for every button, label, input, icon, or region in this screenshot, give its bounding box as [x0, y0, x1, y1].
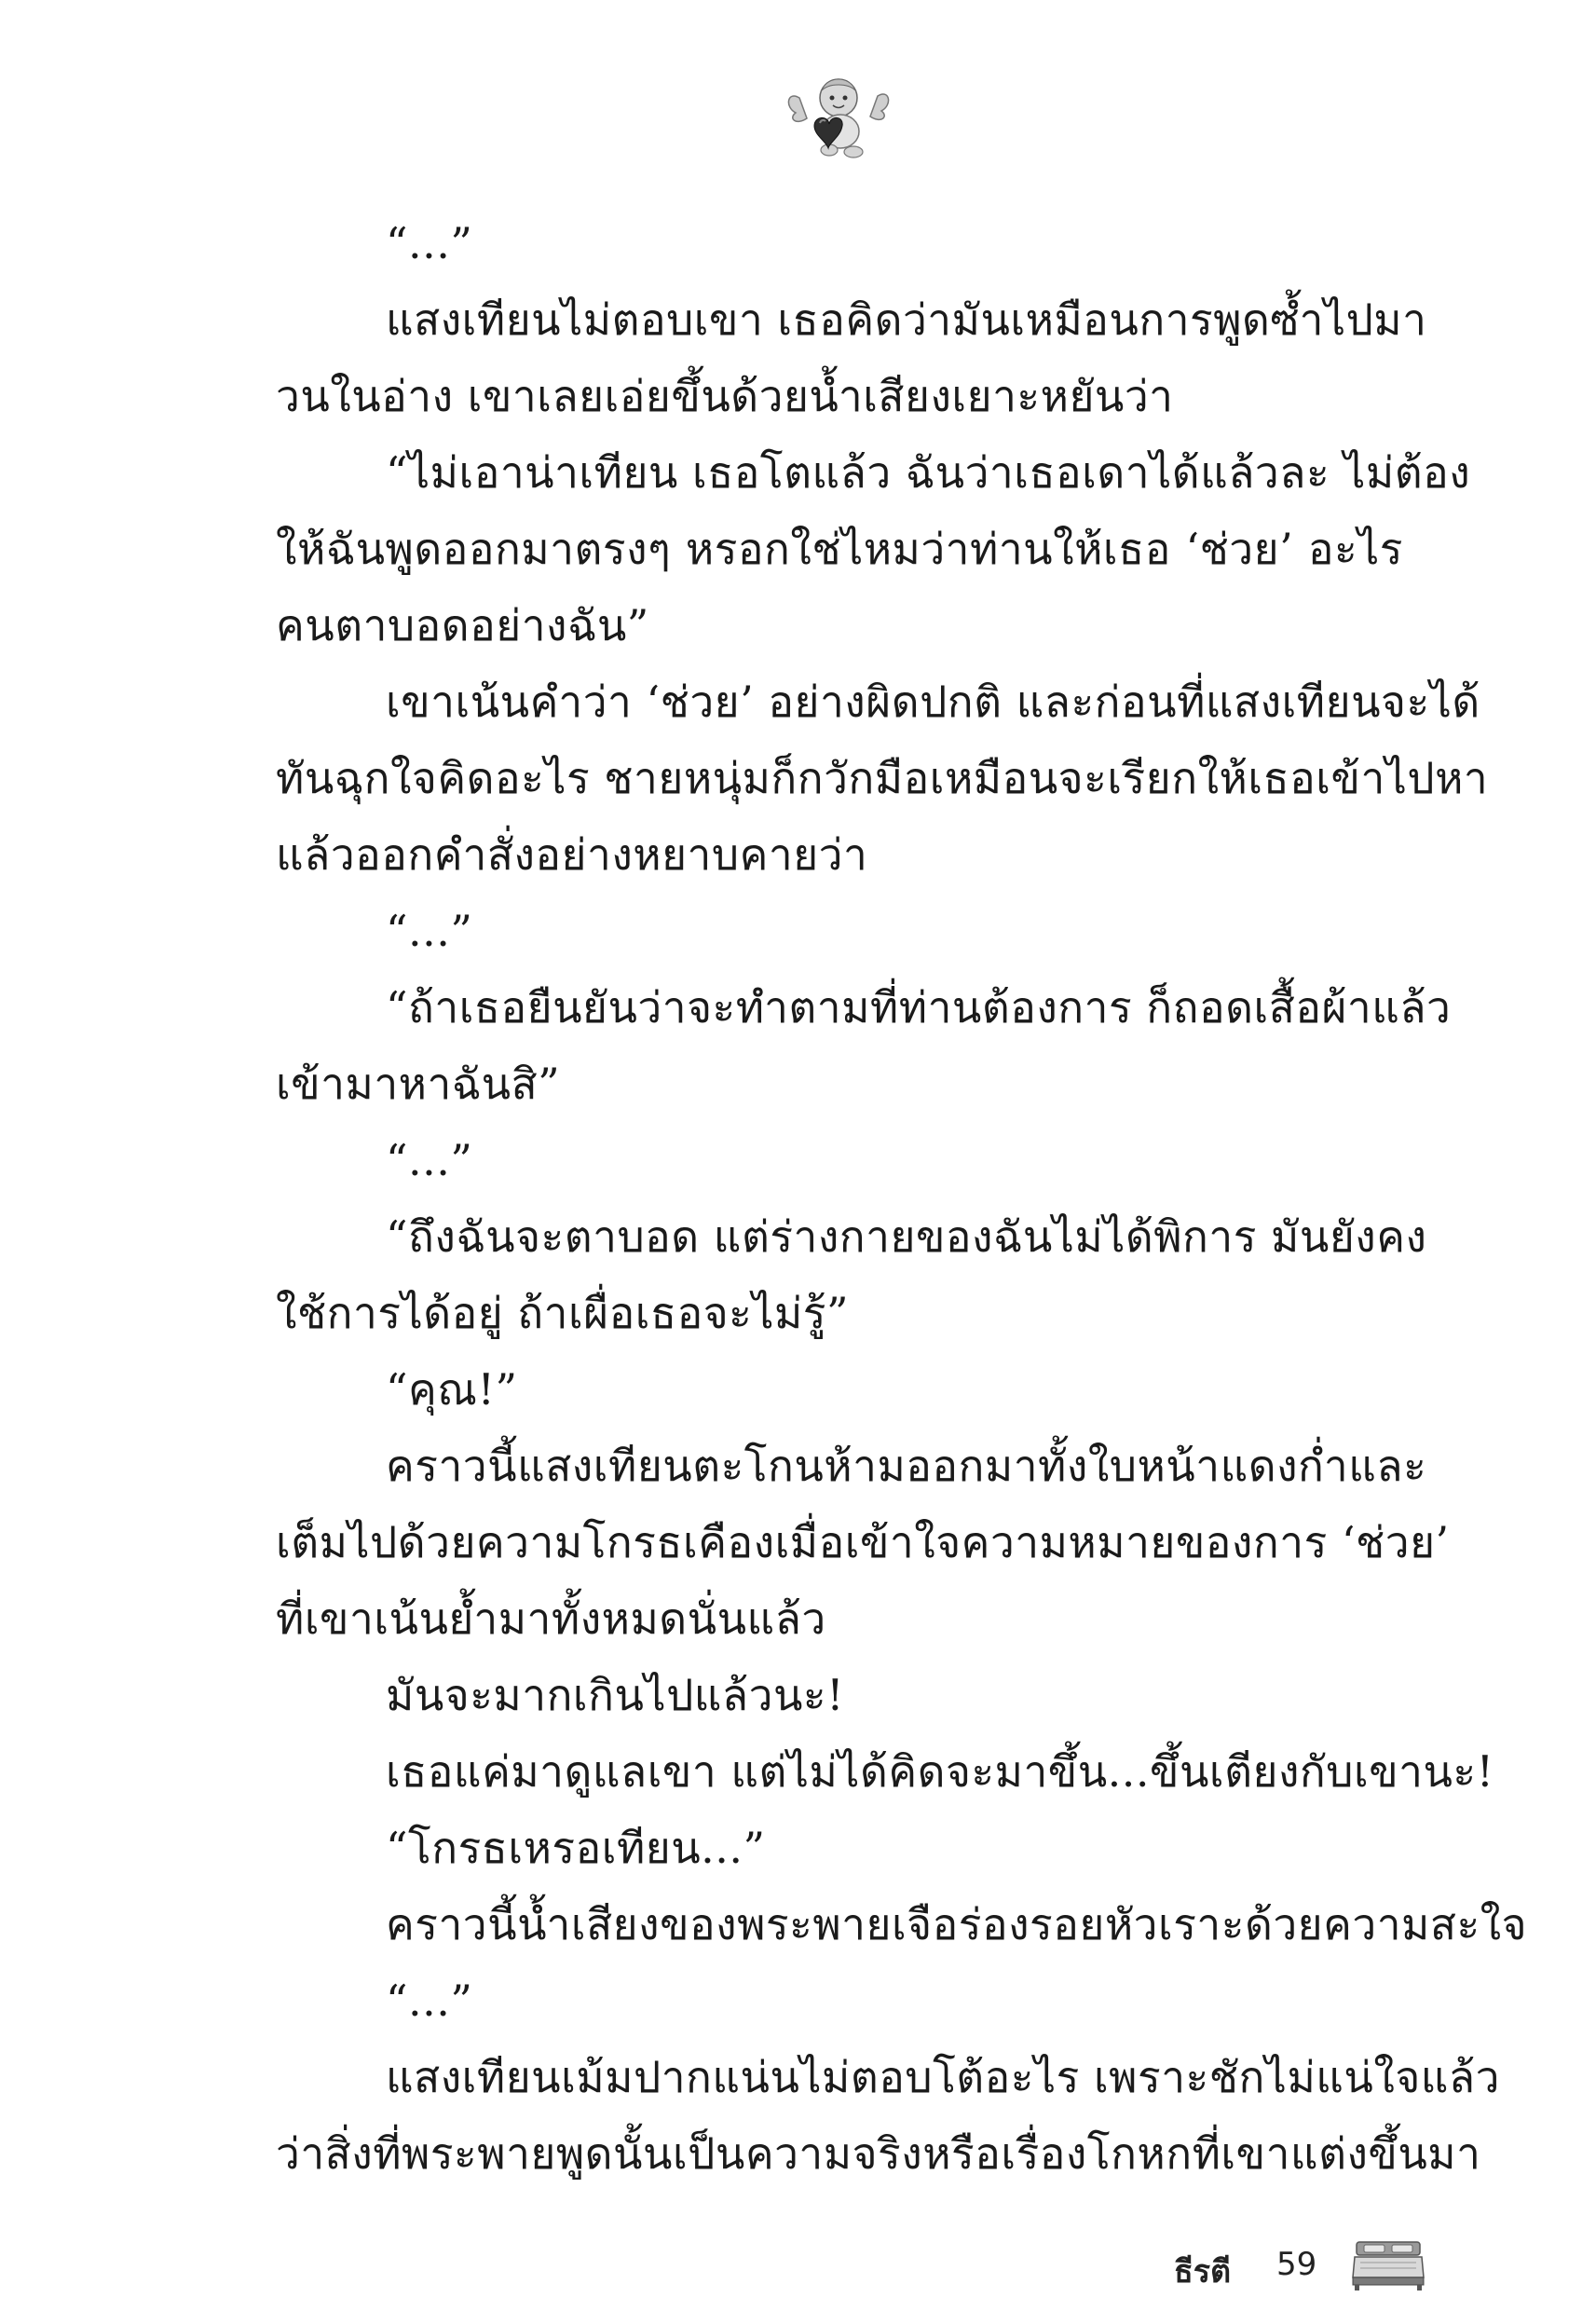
- text-line: แสงเทียนไม่ตอบเขา เธอคิดว่ามันเหมือนการพูดซ้ำไปมา: [386, 294, 1427, 345]
- page-footer: [1174, 2236, 1453, 2302]
- text-line: “...”: [386, 1135, 473, 1185]
- text-line: “คุณ!”: [386, 1364, 518, 1415]
- text-line: “ไม่เอาน่าเทียน เธอโตแล้ว ฉันว่าเธอเดาได้แล้วละ ไม่ต้อง: [386, 447, 1471, 498]
- body-text: [276, 205, 1528, 2192]
- text-line: ว่าสิ่งที่พระพายพูดนั้นเป็นความจริงหรือเรื่องโกหกที่เขาแต่งขึ้นมา: [276, 2128, 1481, 2179]
- text-line: คราวนี้น้ำเสียงของพระพายเจือร่องรอยหัวเราะด้วยความสะใจ: [386, 1899, 1528, 1949]
- text-line: “...”: [386, 218, 473, 268]
- book-title: ธีรตี: [1174, 2253, 1232, 2290]
- cherub-holding-heart-icon: [783, 70, 894, 163]
- text-line: ที่เขาเน้นย้ำมาทั้งหมดนั่นแล้ว: [276, 1593, 826, 1644]
- text-line: มันจะมากเกินไปแล้วนะ!: [386, 1670, 845, 1720]
- text-line: วนในอ่าง เขาเลยเอ่ยขึ้นด้วยน้ำเสียงเยาะหยันว่า: [276, 371, 1174, 421]
- text-line: เต็มไปด้วยความโกรธเคืองเมื่อเข้าใจความหมายของการ ‘ช่วย’: [276, 1517, 1450, 1567]
- text-line: เข้ามาหาฉันสิ”: [276, 1059, 561, 1109]
- text-line: แล้วออกคำสั่งอย่างหยาบคายว่า: [276, 829, 868, 880]
- text-line: “...”: [386, 1976, 473, 2026]
- text-line: ทันฉุกใจคิดอะไร ชายหนุ่มก็กวักมือเหมือนจะเรียกให้เธอเข้าไปหา: [276, 753, 1489, 803]
- text-line: ให้ฉันพูดออกมาตรงๆ หรอกใช่ไหมว่าท่านให้เธอ ‘ช่วย’ อะไร: [276, 524, 1403, 574]
- text-line: “โกรธเหรอเทียน...”: [386, 1823, 766, 1873]
- page-number: 59: [1276, 2246, 1317, 2283]
- text-line: ใช้การได้อยู่ ถ้าเผื่อเธอจะไม่รู้”: [276, 1288, 850, 1338]
- bed-icon: [1351, 2236, 1425, 2292]
- text-line: แสงเทียนเม้มปากแน่นไม่ตอบโต้อะไร เพราะชักไม่แน่ใจแล้ว: [386, 2052, 1500, 2102]
- text-line: คราวนี้แสงเทียนตะโกนห้ามออกมาทั้งใบหน้าแดงก่ำและ: [386, 1441, 1427, 1491]
- text-line: เธอแค่มาดูแลเขา แต่ไม่ได้คิดจะมาขึ้น...ขึ้นเตียงกับเขานะ!: [386, 1746, 1494, 1797]
- text-line: เขาเน้นคำว่า ‘ช่วย’ อย่างผิดปกติ และก่อนที่แสงเทียนจะได้: [386, 677, 1480, 727]
- text-line: “...”: [386, 906, 473, 956]
- text-line: “ถ้าเธอยืนยันว่าจะทำตามที่ท่านต้องการ ก็ถอดเสื้อผ้าแล้ว: [386, 982, 1452, 1032]
- text-line: “ถึงฉันจะตาบอด แต่ร่างกายของฉันไม่ได้พิการ มันยังคง: [386, 1211, 1427, 1262]
- text-line: คนตาบอดอย่างฉัน”: [276, 600, 649, 650]
